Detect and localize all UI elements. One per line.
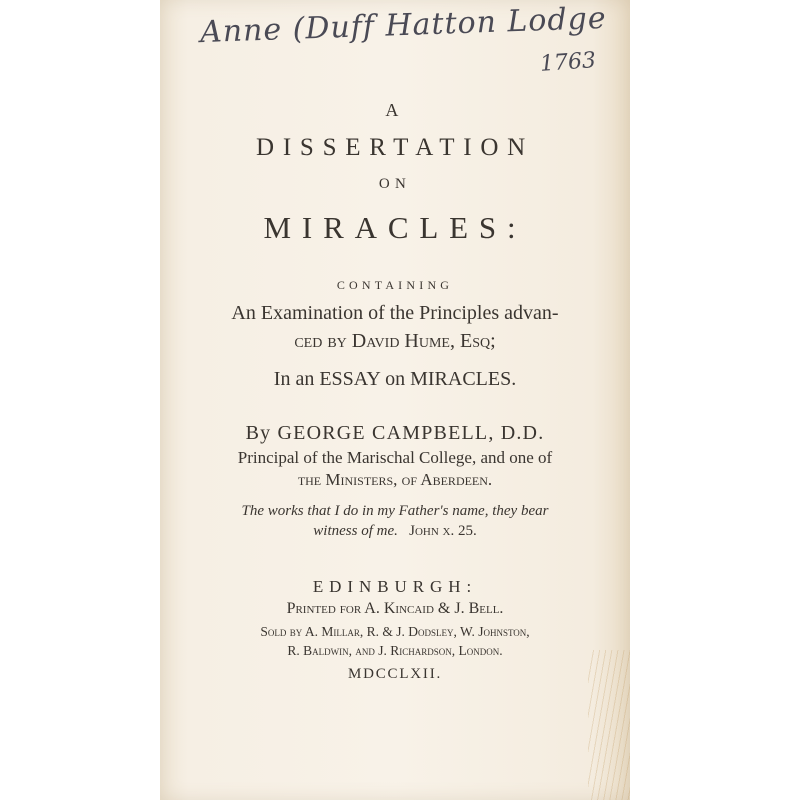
handwritten-year: 1763 [539,48,597,77]
imprint-sold-1: Sold by A. Millar, R. & J. Dodsley, W. Johnston, [260,624,530,639]
epigraph-reference: John x. 25. [409,523,477,539]
epigraph-line-1: The works that I do in my Father's name, they bear [241,503,549,519]
imprint-city: EDINBURGH: [312,577,478,596]
containing-label: CONTAINING [336,278,454,292]
handwritten-signature: Anne (Duff Hatton Lodge [199,0,608,51]
epigraph-text: witness of me. [313,523,398,539]
imprint-date: MDCCLXII. [347,666,443,682]
author-line-1: Principal of the Marischal College, and one of [237,448,553,467]
title-line-on: ON [378,176,412,192]
subtitle-line-3: In an ESSAY on MIRACLES. [273,368,517,390]
imprint-sold-2: R. Baldwin, and J. Richardson, London. [287,643,503,658]
epigraph-line-2 [160,523,630,540]
author-byline: By GEORGE CAMPBELL, D.D. [245,422,545,444]
subtitle-line-2: ced by David Hume, Esq; [294,330,496,352]
title-line-dissertation: DISSERTATION [256,134,534,161]
page-edge-wear [588,650,630,800]
title-page [160,0,630,800]
imprint-printed: Printed for A. Kincaid & J. Bell. [286,600,504,617]
title-article: A [385,100,405,120]
author-line-2: the Ministers, of Aberdeen. [297,470,493,489]
title-line-miracles: MIRACLES: [263,210,527,245]
subtitle-line-1: An Examination of the Principles advan- [231,302,559,324]
